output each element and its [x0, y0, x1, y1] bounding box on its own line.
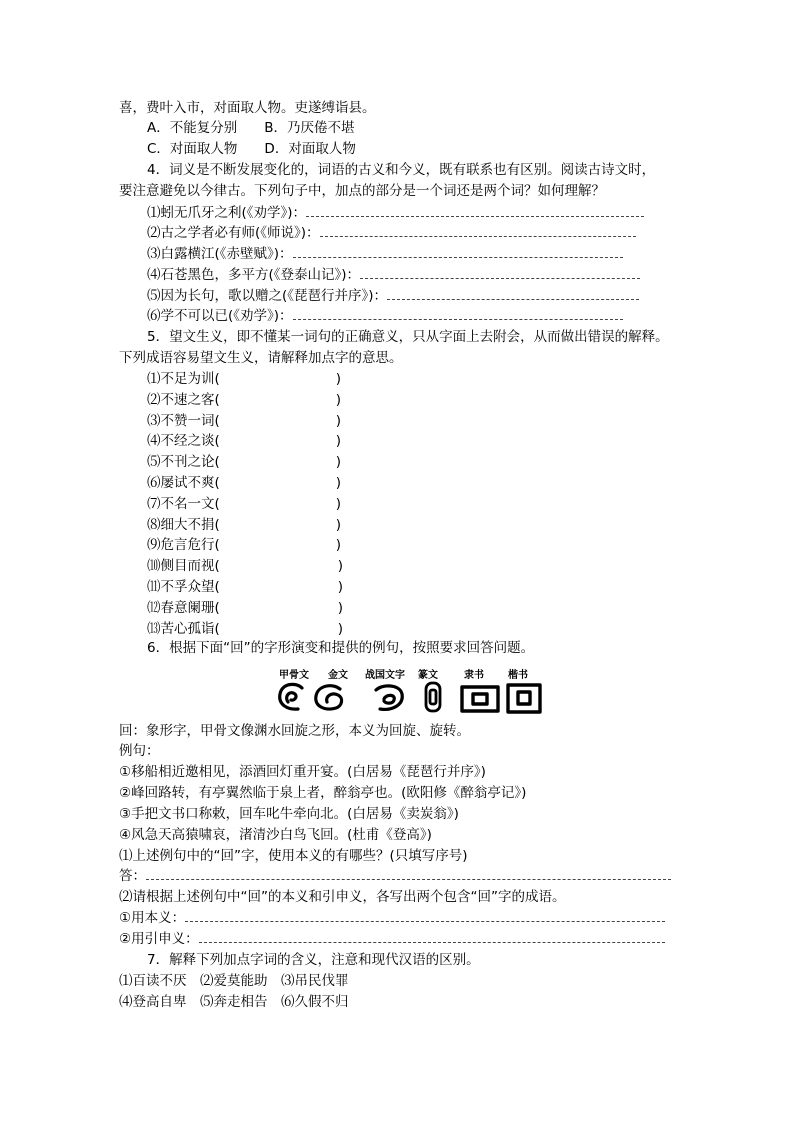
close-paren: ): [335, 537, 342, 554]
q5-item-label: ⑹屡试不爽(: [147, 475, 220, 491]
q5-item-label: ⒀苦心孤诣(: [147, 620, 220, 637]
close-paren: ): [335, 516, 342, 533]
answer-blank[interactable]: [293, 307, 623, 320]
option-cd: C．对面取人物 D．对面取人物: [147, 141, 356, 157]
q4-item-1: [147, 204, 644, 222]
q6-sub-2: ⑵请根据上述例句中“回”的本义和引申义，各写出两个包含“回”字的成语。: [119, 889, 566, 905]
q6-definition: 回：象形字，甲骨文像渊水回旋之形，本义为回旋、旋转。: [119, 723, 470, 739]
q7-row-2: ⑷登高自卑 ⑸奔走相告 ⑹久假不归: [119, 994, 349, 1010]
q4-item-5: [147, 287, 639, 305]
q5-item-label: ⑽侧目而视(: [147, 558, 220, 575]
glyph-label: 楷书: [508, 670, 528, 681]
q5-item: [147, 557, 343, 575]
q5-stem-2: 下列成语容易望文生义，请解释加点字的意思。: [119, 350, 403, 366]
q5-item: [147, 620, 343, 638]
answer-blank[interactable]: [387, 287, 639, 300]
close-paren: ): [337, 558, 344, 575]
close-paren: ): [335, 454, 342, 471]
q5-item: [147, 516, 341, 534]
q4-item-label: ⑹学不可以已(《劝学》)：: [147, 308, 293, 324]
q5-item-label: ⑷不经之谈(: [147, 433, 220, 450]
q6-original-meaning: [119, 909, 665, 927]
q5-item: [147, 599, 343, 617]
close-paren: ): [335, 433, 342, 450]
q5-item: [147, 474, 341, 492]
q5-item: [147, 412, 341, 430]
q4-item-label: ⑶白露横江(《赤壁赋》)：: [147, 246, 293, 262]
example-4: ④风急天高猿啸哀，渚清沙白鸟飞回。(杜甫《登高》): [119, 827, 432, 843]
q5-item-label: ⑴不足为训(: [147, 371, 220, 387]
q6-stem: 6．根据下面“回”的字形演变和提供的例句，按照要求回答问题。: [147, 640, 535, 656]
close-paren: ): [337, 579, 344, 595]
bronze-hui-icon: [316, 686, 342, 709]
q6-extended-meaning: [119, 930, 665, 948]
q4-item-label: ⑵古之学者必有师(《师说》)：: [147, 225, 320, 241]
q5-item-label: ⑾不孚众望(: [147, 579, 220, 595]
q6-sub-1: ⑴上述例句中的“回”字，使用本义的有哪些？(只填写序号): [119, 848, 468, 864]
glyph-evolution-figure: [276, 680, 546, 714]
example-1: ①移船相近邀相见，添酒回灯重开宴。(白居易《琵琶行并序》): [119, 764, 486, 780]
q5-item: [147, 495, 341, 513]
q5-stem-1: 5．望文生义，即不懂某一词句的正确意义，只从字面上去附会，从而做出错误的解释。: [147, 329, 669, 345]
answer-label: 答：: [119, 868, 146, 884]
q5-item-label: ⑺不名一文(: [147, 495, 220, 512]
q4-stem-2: 要注意避免以今律古。下列句子中，加点的部分是一个词还是两个词？如何理解？: [119, 183, 605, 199]
close-paren: ): [335, 391, 342, 408]
q6-examples-heading: 例句：: [119, 743, 160, 759]
example-3: ③手把文书口称敕，回车叱牛牵向北。(白居易《卖炭翁》): [119, 806, 459, 822]
seal-hui-icon: [426, 683, 440, 711]
answer-blank[interactable]: [320, 224, 636, 237]
close-paren: ): [335, 371, 342, 387]
q5-item-label: ⑻细大不捐(: [147, 516, 220, 533]
q7-stem: 7．解释下列加点字词的含义，注意和现代汉语的区别。: [147, 952, 480, 968]
answer-label: ①用本义：: [119, 910, 186, 926]
answer-label: ②用引申义：: [119, 931, 199, 947]
close-paren: ): [337, 620, 344, 637]
q5-item-label: ⑶不赞一词(: [147, 412, 220, 429]
q4-item-2: [147, 224, 636, 242]
q7-row-1: ⑴百读不厌 ⑵爱莫能助 ⑶吊民伐罪: [119, 973, 349, 989]
q4-item-6: [147, 307, 623, 325]
q5-item: [147, 391, 341, 409]
answer-blank[interactable]: [293, 245, 623, 258]
answer-blank[interactable]: [360, 266, 640, 279]
q4-item-label: ⑴蚓无爪牙之利(《劝学》)：: [147, 205, 307, 221]
q5-item: [147, 578, 343, 596]
glyph-label: 金文: [328, 670, 348, 681]
glyph-label: 篆文: [418, 670, 438, 681]
q4-item-label: ⑷石苍黑色，多平方(《登泰山记》)：: [147, 267, 361, 283]
glyph-label: 战国文字: [365, 670, 405, 681]
oracle-bone-hui-icon: [280, 684, 302, 709]
warring-states-hui-icon: [376, 686, 402, 709]
passage-line: 喜，费叶入市，对面取人物。吏遂缚诣县。: [119, 100, 376, 116]
q5-item: [147, 432, 341, 450]
option-ab: A．不能复分别 B．乃厌倦不堪: [147, 120, 355, 136]
close-paren: ): [335, 495, 342, 512]
close-paren: ): [335, 412, 342, 429]
glyph-evolution-labels: [276, 666, 546, 680]
example-2: ②峰回路转，有亭翼然临于泉上者，醉翁亭也。(欧阳修《醉翁亭记》): [119, 785, 527, 801]
q5-item: [147, 453, 341, 471]
clerical-hui-icon: [462, 687, 498, 711]
q5-item-label: ⑸不刊之论(: [147, 454, 220, 471]
glyph-label: 隶书: [464, 670, 484, 681]
q4-item-4: [147, 266, 640, 284]
answer-blank[interactable]: [199, 930, 665, 943]
q4-item-3: [147, 245, 623, 263]
q5-item-label: ⑼危言危行(: [147, 537, 220, 554]
close-paren: ): [337, 599, 344, 616]
answer-blank[interactable]: [185, 909, 665, 922]
answer-blank[interactable]: [306, 204, 644, 217]
regular-hui-icon: [508, 685, 540, 712]
q5-item: [147, 370, 341, 388]
q6-answer-line: [119, 867, 671, 885]
close-paren: ): [335, 475, 342, 491]
glyph-label: 甲骨文: [279, 670, 309, 681]
q4-stem-1: 4．词义是不断发展变化的，词语的古义和今义，既有联系也有区别。阅读古诗文时，: [147, 162, 656, 178]
q5-item-label: ⑵不速之客(: [147, 391, 220, 408]
q5-item: [147, 536, 341, 554]
q4-item-label: ⑸因为长句，歌以赠之(《琵琶行并序》)：: [147, 288, 388, 304]
q5-item-label: ⑿春意阑珊(: [147, 599, 220, 616]
answer-blank[interactable]: [146, 867, 671, 880]
